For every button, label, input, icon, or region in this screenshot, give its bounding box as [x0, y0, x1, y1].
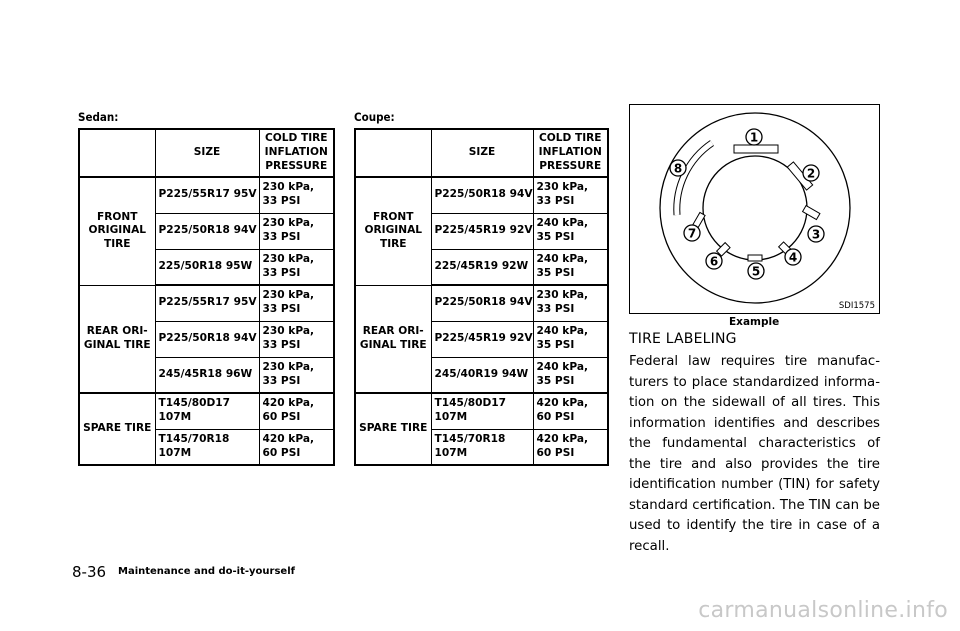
- svg-text:2: 2: [806, 166, 816, 181]
- svg-text:8: 8: [673, 161, 683, 176]
- position-cell: SPARE TIRE: [355, 393, 431, 465]
- svg-text:6: 6: [709, 254, 719, 269]
- tire-pressure-cell: 230 kPa, 33 PSI: [259, 249, 334, 285]
- tire-size-cell: P225/50R18 94V: [155, 213, 259, 249]
- callout-7: [684, 225, 700, 241]
- tire-size-cell: P225/50R18 94V: [431, 177, 533, 213]
- label-box-3: [803, 206, 820, 220]
- tire-size-cell: T145/80D17 107M: [431, 393, 533, 429]
- tire-pressure-cell: 230 kPa, 33 PSI: [259, 285, 334, 321]
- tire-pressure-cell: 420 kPa, 60 PSI: [533, 429, 608, 465]
- tire-size-cell: P225/45R19 92V: [431, 213, 533, 249]
- size-header: SIZE: [431, 129, 533, 177]
- sedan-label: Sedan:: [78, 110, 119, 124]
- tire-pressure-cell: 240 kPa, 35 PSI: [533, 357, 608, 393]
- tire-pressure-cell: 240 kPa, 35 PSI: [533, 321, 608, 357]
- pressure-header: COLD TIRE INFLATION PRESSURE: [259, 129, 334, 177]
- label-box-5: [748, 255, 762, 261]
- position-cell: SPARE TIRE: [79, 393, 155, 465]
- chapter-title: Maintenance and do-it-yourself: [118, 566, 295, 577]
- tire-size-cell: P225/55R17 95V: [155, 285, 259, 321]
- tire-size-cell: T145/70R18 107M: [431, 429, 533, 465]
- tire-size-cell: 225/50R18 95W: [155, 249, 259, 285]
- coupe-tire-table: [354, 128, 609, 466]
- label-box-1: [734, 145, 778, 153]
- coupe-label: Coupe:: [354, 110, 395, 124]
- tire-pressure-cell: 240 kPa, 35 PSI: [533, 249, 608, 285]
- tire-sidewall-diagram: [629, 104, 880, 314]
- section-heading: TIRE LABELING: [629, 331, 737, 347]
- svg-text:5: 5: [751, 264, 761, 279]
- watermark: carmanualsonline.info: [698, 598, 948, 623]
- svg-text:4: 4: [788, 250, 798, 265]
- tire-size-cell: P225/45R19 92V: [431, 321, 533, 357]
- position-cell: FRONT ORIGINAL TIRE: [79, 177, 155, 285]
- tire-pressure-cell: 420 kPa, 60 PSI: [533, 393, 608, 429]
- tire-pressure-cell: 230 kPa, 33 PSI: [259, 213, 334, 249]
- tire-pressure-cell: 230 kPa, 33 PSI: [533, 285, 608, 321]
- blank-header-cell: [355, 129, 431, 177]
- tire-pressure-cell: 230 kPa, 33 PSI: [259, 321, 334, 357]
- tire-size-cell: T145/70R18 107M: [155, 429, 259, 465]
- tire-size-cell: 225/45R19 92W: [431, 249, 533, 285]
- callout-2: [803, 165, 819, 181]
- callout-5: [748, 263, 764, 279]
- tire-size-cell: P225/50R18 94V: [431, 285, 533, 321]
- size-header: SIZE: [155, 129, 259, 177]
- tire-size-cell: T145/80D17 107M: [155, 393, 259, 429]
- tire-size-cell: P225/50R18 94V: [155, 321, 259, 357]
- callout-3: [808, 226, 824, 242]
- callout-1: [746, 129, 762, 145]
- figure-code: SDI1575: [838, 301, 875, 311]
- tire-pressure-cell: 420 kPa, 60 PSI: [259, 393, 334, 429]
- position-cell: REAR ORI- GINAL TIRE: [355, 285, 431, 393]
- tire-pressure-cell: 230 kPa, 33 PSI: [259, 357, 334, 393]
- tire-pressure-cell: 230 kPa, 33 PSI: [259, 177, 334, 213]
- sedan-tire-table: [78, 128, 335, 466]
- svg-text:1: 1: [749, 130, 759, 145]
- tire-pressure-cell: 230 kPa, 33 PSI: [533, 177, 608, 213]
- section-body: Federal law requires tire manufac-turers to place standardized informa-tion on the sidewall of all tires. This information identifies and describes the fundamental characteristics of the tire and also provides the tire identification number (TIN) for safety standard certification. The TIN can be used to identify the tire in case of a recall.: [629, 354, 880, 554]
- figure-caption: Example: [729, 316, 780, 328]
- tire-illustration: [630, 105, 879, 313]
- position-cell: FRONT ORIGINAL TIRE: [355, 177, 431, 285]
- pressure-header: COLD TIRE INFLATION PRESSURE: [533, 129, 608, 177]
- tire-size-cell: 245/45R18 96W: [155, 357, 259, 393]
- blank-header-cell: [79, 129, 155, 177]
- svg-text:3: 3: [811, 227, 821, 242]
- callout-6: [706, 253, 722, 269]
- callout-8: [670, 160, 686, 176]
- tire-pressure-cell: 420 kPa, 60 PSI: [259, 429, 334, 465]
- tire-pressure-cell: 240 kPa, 35 PSI: [533, 213, 608, 249]
- tire-size-cell: 245/40R19 94W: [431, 357, 533, 393]
- callout-4: [785, 249, 801, 265]
- position-cell: REAR ORI- GINAL TIRE: [79, 285, 155, 393]
- page-number: 8-36: [72, 563, 107, 581]
- tire-size-cell: P225/55R17 95V: [155, 177, 259, 213]
- svg-text:7: 7: [687, 226, 697, 241]
